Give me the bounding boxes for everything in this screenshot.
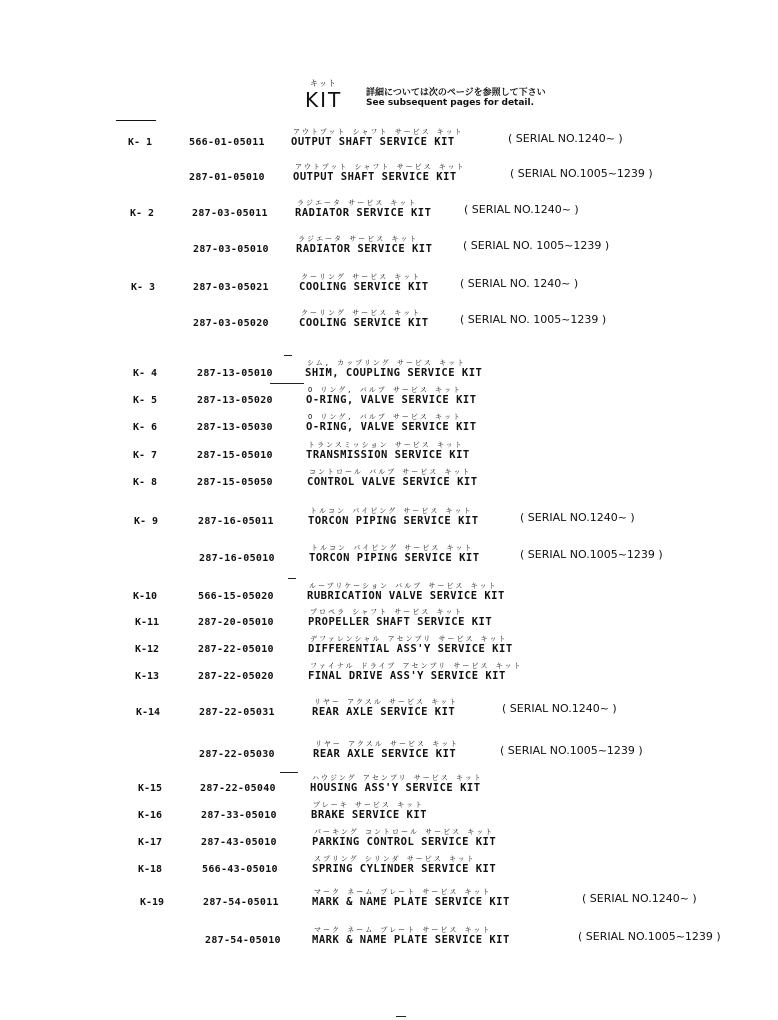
- kit-number: K-12: [135, 644, 160, 655]
- description: REAR AXLE SERVICE KIT: [313, 748, 457, 760]
- description-kana: パーキング コントロール サービス キット: [314, 828, 495, 836]
- kit-row: [0, 127, 778, 159]
- part-number: 566-01-05011: [189, 137, 265, 148]
- part-number: 287-22-05020: [198, 671, 274, 682]
- description-kana: O リング, バルブ サービス キット: [308, 386, 463, 394]
- part-number: 287-43-05010: [201, 837, 277, 848]
- part-number: 287-03-05020: [193, 318, 269, 329]
- kit-number: K-15: [138, 783, 163, 794]
- part-number: 287-13-05010: [197, 368, 273, 379]
- description: OUTPUT SHAFT SERVICE KIT: [293, 171, 457, 183]
- description-kana: リヤー アクスル サービス キット: [315, 740, 460, 748]
- description-kana: アウトプット シャフト サービス キット: [293, 128, 464, 136]
- kit-row: [0, 854, 778, 886]
- kit-row: [0, 198, 778, 230]
- part-number: 566-43-05010: [202, 864, 278, 875]
- serial-note: ( SERIAL NO.1005~1239 ): [500, 744, 643, 757]
- header-rule: [116, 120, 156, 121]
- kit-row: [0, 162, 778, 194]
- description-kana: アウトプット シャフト サービス キット: [295, 163, 466, 171]
- kit-number: K- 1: [128, 137, 153, 148]
- description: PROPELLER SHAFT SERVICE KIT: [308, 616, 493, 628]
- description-kana: ルーブリケーション バルブ サービス キット: [309, 582, 498, 590]
- kit-number: K-10: [133, 591, 158, 602]
- description-kana: マーク ネーム プレート サービス キット: [314, 888, 492, 896]
- description-kana: コントロール バルブ サービス キット: [309, 468, 472, 476]
- kit-row: [0, 925, 778, 957]
- kit-number: K- 6: [133, 422, 158, 433]
- kit-row: [0, 543, 778, 575]
- description-kana: ファイナル ドライブ アセンブリ サービス キット: [310, 662, 523, 670]
- description: COOLING SERVICE KIT: [299, 281, 429, 293]
- part-number: 287-03-05010: [193, 244, 269, 255]
- header-note-jp: 詳細については次のページを参照して下さい: [366, 88, 546, 98]
- description-kana: O リング, バルブ サービス キット: [308, 413, 463, 421]
- description: OUTPUT SHAFT SERVICE KIT: [291, 136, 455, 148]
- kit-number: K- 3: [131, 282, 156, 293]
- description-kana: ブレーキ サービス キット: [313, 801, 425, 809]
- description: TORCON PIPING SERVICE KIT: [309, 552, 480, 564]
- description: TORCON PIPING SERVICE KIT: [308, 515, 479, 527]
- description: MARK & NAME PLATE SERVICE KIT: [312, 896, 510, 908]
- part-number: 287-13-05030: [197, 422, 273, 433]
- description: CONTROL VALVE SERVICE KIT: [307, 476, 478, 488]
- serial-note: ( SERIAL NO.1240~ ): [520, 511, 635, 524]
- description-kana: プロペラ シャフト サービス キット: [310, 608, 464, 616]
- kit-number: K- 4: [133, 368, 158, 379]
- divider-line: [288, 578, 296, 579]
- serial-note: ( SERIAL NO. 1005~1239 ): [460, 313, 607, 326]
- part-number: 287-16-05010: [199, 553, 275, 564]
- serial-note: ( SERIAL NO.1240~ ): [464, 203, 579, 216]
- serial-note: ( SERIAL NO.1005~1239 ): [520, 548, 663, 561]
- kit-row: [0, 887, 778, 919]
- part-number: 287-01-05010: [189, 172, 265, 183]
- kit-number: K- 2: [130, 208, 155, 219]
- kit-number: K-14: [136, 707, 161, 718]
- description-kana: ラジエータ サービス キット: [297, 199, 418, 207]
- serial-note: ( SERIAL NO.1240~ ): [502, 702, 617, 715]
- kit-row: [0, 506, 778, 538]
- part-number: 287-22-05010: [198, 644, 274, 655]
- description: O-RING, VALVE SERVICE KIT: [306, 394, 477, 406]
- part-number: 287-16-05011: [198, 516, 274, 527]
- kit-row: [0, 467, 778, 499]
- description-kana: クーリング サービス キット: [301, 309, 422, 317]
- description: O-RING, VALVE SERVICE KIT: [306, 421, 477, 433]
- part-number: 287-15-05010: [197, 450, 273, 461]
- description-kana: ラジエータ サービス キット: [298, 235, 419, 243]
- divider-line: [396, 1016, 406, 1017]
- description: REAR AXLE SERVICE KIT: [312, 706, 456, 718]
- serial-note: ( SERIAL NO.1240~ ): [582, 892, 697, 905]
- part-number: 287-13-05020: [197, 395, 273, 406]
- part-number: 287-22-05040: [200, 783, 276, 794]
- kit-number: K- 7: [133, 450, 158, 461]
- kit-number: K-16: [138, 810, 163, 821]
- kit-row: [0, 308, 778, 340]
- serial-note: ( SERIAL NO. 1005~1239 ): [463, 239, 610, 252]
- kit-row: [0, 272, 778, 304]
- title-kana: キット: [310, 79, 337, 88]
- description-kana: クーリング サービス キット: [301, 273, 422, 281]
- kit-row: [0, 234, 778, 266]
- description-kana: トルコン パイピング サービス キット: [310, 507, 473, 515]
- description: COOLING SERVICE KIT: [299, 317, 429, 329]
- kit-row: [0, 661, 778, 693]
- description-kana: スプリング シリンダ サービス キット: [314, 855, 476, 863]
- description: FINAL DRIVE ASS'Y SERVICE KIT: [308, 670, 506, 682]
- kit-number: K- 5: [133, 395, 158, 406]
- description: SPRING CYLINDER SERVICE KIT: [312, 863, 497, 875]
- serial-note: ( SERIAL NO.1240~ ): [508, 132, 623, 145]
- description: MARK & NAME PLATE SERVICE KIT: [312, 934, 510, 946]
- serial-note: ( SERIAL NO. 1240~ ): [460, 277, 579, 290]
- part-number: 287-22-05030: [199, 749, 275, 760]
- description-kana: シム, カップリング サービス キット: [307, 359, 466, 367]
- divider-line: [270, 383, 304, 384]
- description-kana: トルコン パイピング サービス キット: [311, 544, 474, 552]
- part-number: 287-33-05010: [201, 810, 277, 821]
- serial-note: ( SERIAL NO.1005~1239 ): [578, 930, 721, 943]
- part-number: 287-03-05011: [192, 208, 268, 219]
- description: RUBRICATION VALVE SERVICE KIT: [307, 590, 505, 602]
- part-number: 287-54-05010: [205, 935, 281, 946]
- part-number: 287-20-05010: [198, 617, 274, 628]
- divider-line: [280, 772, 298, 773]
- part-number: 287-22-05031: [199, 707, 275, 718]
- kit-number: K-11: [135, 617, 160, 628]
- description-kana: トランスミッション サービス キット: [308, 441, 464, 449]
- part-number: 287-03-05021: [193, 282, 269, 293]
- kit-number: K-17: [138, 837, 163, 848]
- description: HOUSING ASS'Y SERVICE KIT: [310, 782, 481, 794]
- description-kana: ハウジング アセンブリ サービス キット: [312, 774, 483, 782]
- header-note-en: See subsequent pages for detail.: [366, 98, 535, 108]
- description: RADIATOR SERVICE KIT: [296, 243, 433, 255]
- description: SHIM, COUPLING SERVICE KIT: [305, 367, 483, 379]
- description: DIFFERENTIAL ASS'Y SERVICE KIT: [308, 643, 513, 655]
- description: RADIATOR SERVICE KIT: [295, 207, 432, 219]
- page-title: KIT: [305, 88, 343, 112]
- kit-number: K- 9: [134, 516, 159, 527]
- serial-note: ( SERIAL NO.1005~1239 ): [510, 167, 653, 180]
- part-number: 287-54-05011: [203, 897, 279, 908]
- description-kana: マーク ネーム プレート サービス キット: [314, 926, 492, 934]
- kit-number: K-13: [135, 671, 160, 682]
- description-kana: リヤー アクスル サービス キット: [314, 698, 459, 706]
- divider-line: [284, 355, 292, 356]
- kit-number: K-18: [138, 864, 163, 875]
- kit-row: [0, 739, 778, 771]
- description: TRANSMISSION SERVICE KIT: [306, 449, 470, 461]
- kit-number: K-19: [140, 897, 165, 908]
- kit-row: [0, 697, 778, 729]
- description: PARKING CONTROL SERVICE KIT: [312, 836, 497, 848]
- part-number: 287-15-05050: [197, 477, 273, 488]
- description-kana: デファレンシャル アセンブリ サービス キット: [310, 635, 508, 643]
- description: BRAKE SERVICE KIT: [311, 809, 427, 821]
- part-number: 566-15-05020: [198, 591, 274, 602]
- kit-number: K- 8: [133, 477, 158, 488]
